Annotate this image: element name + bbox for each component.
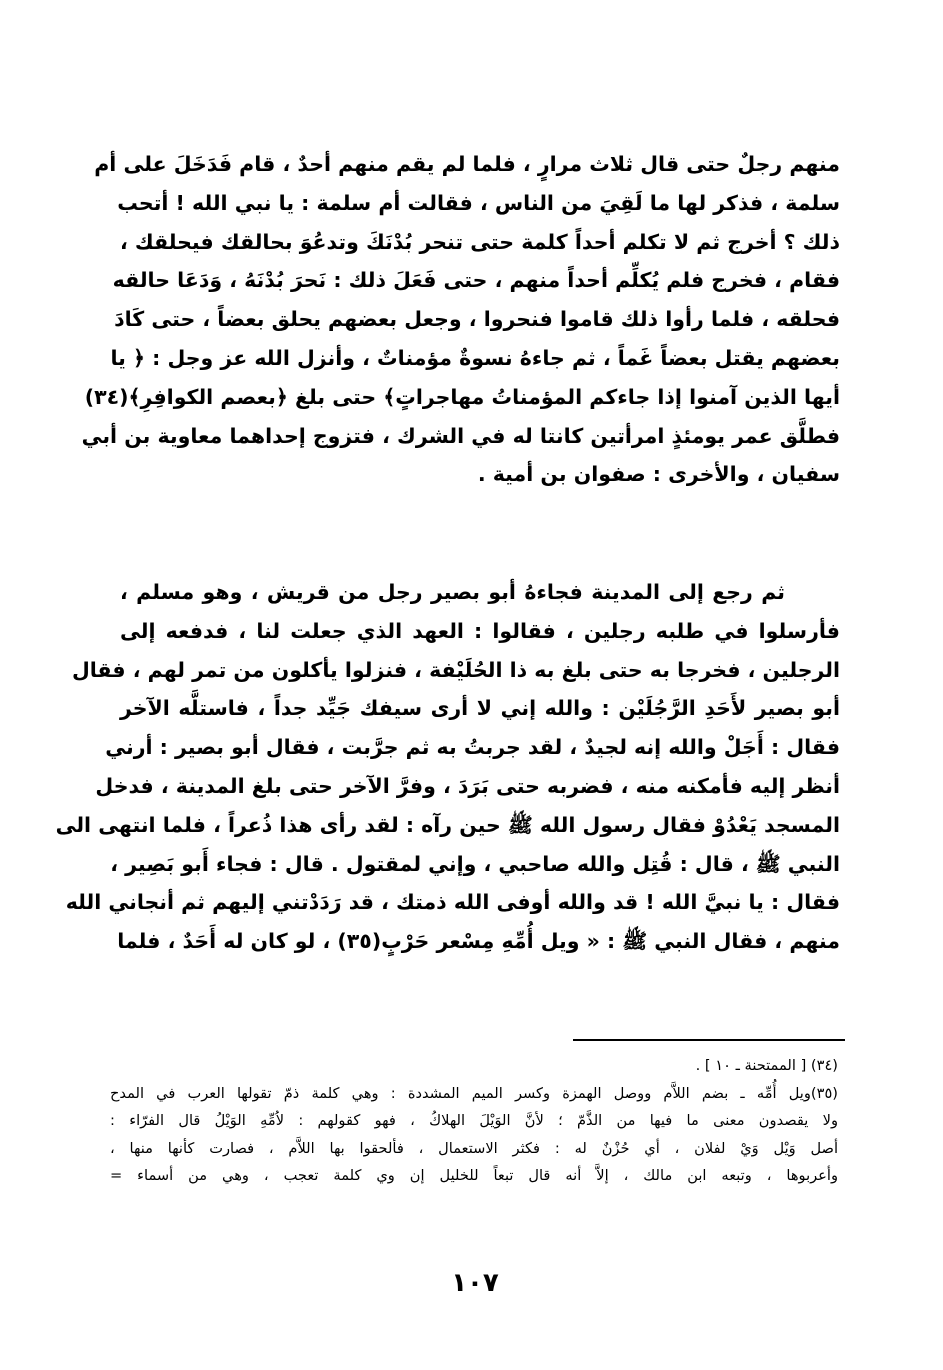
text-line: المسجد يَعْدُوْ فقال رسول الله ﷺ حين رآه : لقد رأى هذا ذُعراً ، فلما انتهى الى bbox=[55, 812, 840, 837]
text-line: بعضهم يقتل بعضاً غَماً ، ثم جاءهُ نسوةٌ مؤمناتٌ ، وأنزل الله عز وجل : ﴿ يا bbox=[110, 345, 840, 370]
footnote-separator bbox=[573, 1039, 845, 1041]
paragraph-1 bbox=[81, 145, 840, 494]
footnote-line: (٣٤) [ الممتحنة ـ ١٠ ] . bbox=[695, 1057, 838, 1074]
text-line: سفيان ، والأخرى : صفوان بن أمية . bbox=[477, 462, 840, 487]
text-line: ذلك ؟ أخرج ثم لا تكلم أحداً كلمة حتى تنحر بُدْنَكَ وتدعُوَ بحالقك فيحلقك ، bbox=[120, 229, 840, 254]
page-number: ١٠٧ bbox=[451, 1268, 499, 1298]
footnote-line: وأعربوها ، وتبعه ابن مالك ، إلاَّ أنه قال تبعاً للخليل إن وي كلمة تعجب ، وهي من أسماء = bbox=[110, 1167, 838, 1185]
text-line: ثم رجع إلى المدينة فجاءهُ أبو بصير رجل من قريش ، وهو مسلم ، bbox=[120, 580, 785, 604]
text-line: فقال : يا نبيَّ الله ! قد والله أوفى الله ذمتك ، قد رَدَدْتني إليهم ثم أنجاني الله bbox=[65, 890, 840, 915]
text-line: منهم ، فقال النبي ﷺ : « ويل أُمِّهِ مِسْعر حَرْبٍ(٣٥) ، لو كان له أَحَدٌ ، فلما bbox=[117, 929, 840, 954]
footnote-line: أصل وَيْل وَيْ لفلان ، أي حُزْنٌ له : فكثر الاستعمال ، فألحقوا بها اللاَّم ، فصارت كأنها منها ، bbox=[110, 1139, 838, 1157]
text-line: سلمة ، فذكر لها ما لَقِيَ من الناس ، فقالت أم سلمة : يا نبي الله ! أتحب bbox=[117, 190, 840, 215]
text-line: فقال : أَجَلْ والله إنه لجيدٌ ، لقد جربتُ به ثم جرَّبت ، فقال أبو بصير : أرني bbox=[105, 735, 840, 760]
text-line: منهم رجلٌ حتى قال ثلاث مرارٍ ، فلما لم يقم منهم أحدٌ ، قام فَدَخَلَ على أم bbox=[94, 152, 840, 176]
footnote-line: (٣٥)ويل أُمِّه ـ بضم اللاَّم ووصل الهمزة وكسر الميم المشددة : وهي كلمة ذمّ تقولها العرب في المدح bbox=[110, 1084, 838, 1102]
text-line: أيها الذين آمنوا إذا جاءكم المؤمناتُ مهاجراتٍ﴾ حتى بلغ ﴿بعصم الكوافِرِ﴾(٣٤) bbox=[84, 384, 840, 409]
text-line: الرجلين ، فخرجا به حتى بلغ به ذا الحُلَيْفة ، فنزلوا يأكلون من تمر لهم ، فقال bbox=[71, 657, 840, 682]
footnotes bbox=[110, 1052, 838, 1190]
text-line: فحلقه ، فلما رأوا ذلك قاموا فنحروا ، وجعل بعضهم يحلق بعضاً ، حتى كَادَ bbox=[114, 307, 840, 332]
footnote-line: ولا يقصدون معنى ما فيها من الذَّمّ ؛ لأنَّ الوَيْلَ الهلاكُ ، فهو كقولهم : لاُمِّهِ الوَيْلُ قال الفرّاء : bbox=[110, 1112, 838, 1130]
text-line: أنظر إليه فأمكنه منه ، فضربه حتى بَرَدَ ، وفرَّ الآخر حتى بلغ المدينة ، فدخل bbox=[95, 773, 840, 798]
text-line: فقام ، فخرج فلم يُكلِّم أحداً منهم ، حتى فَعَلَ ذلك : نَحرَ بُدْنَهُ ، وَدَعَا حالقه bbox=[112, 268, 840, 293]
text-line: النبي ﷺ ، قال : قُتِل والله صاحبي ، وإني لمقتول . قال : فجاء أَبو بَصِير ، bbox=[110, 851, 840, 876]
text-line: أبو بصير لأَحَدِ الرَّجُلَيْن : والله إني لا أرى سيفك جَيِّد جداً ، فاستلَّه الآخر bbox=[120, 696, 840, 721]
text-line: فأرسلوا في طلبه رجلين ، فقالوا : العهد الذي جعلت لنا ، فدفعه إلى bbox=[120, 618, 840, 643]
text-line: فطلَّق عمر يومئذٍ امرأتين كانتا له في الشرك ، فتزوج إحداهما معاوية بن أبي bbox=[81, 423, 840, 448]
paragraph-2 bbox=[55, 573, 840, 961]
